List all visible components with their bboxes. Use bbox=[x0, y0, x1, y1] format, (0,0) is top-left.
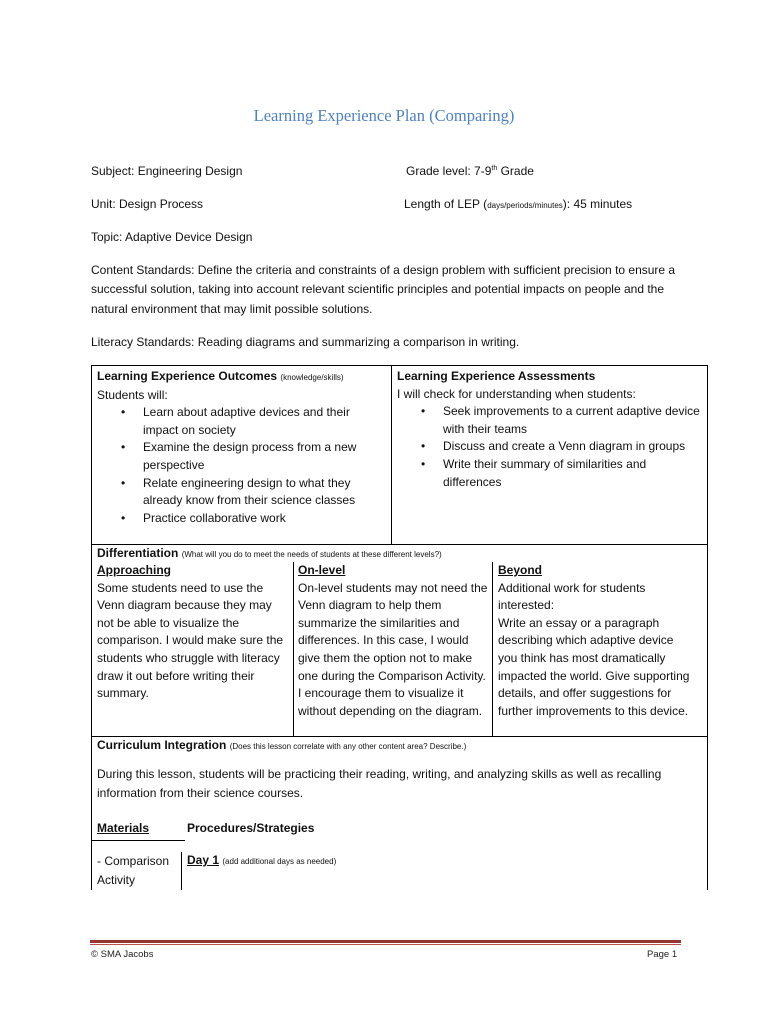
grade-sup: th bbox=[491, 165, 498, 172]
table-rule bbox=[707, 365, 708, 890]
length-suffix: ): 45 minutes bbox=[562, 197, 633, 211]
list-item-text: Write their summary of similarities and differences bbox=[443, 456, 647, 489]
list-item-text: Learn about adaptive devices and their impact on society bbox=[143, 405, 350, 437]
list-item-text: Relate engineering design to what they already know from their science classes bbox=[143, 475, 356, 508]
topic-line: Topic: Adaptive Device Design bbox=[91, 230, 253, 244]
materials-heading-text: Materials bbox=[97, 821, 150, 835]
list-item bbox=[97, 475, 387, 510]
length-prefix: Length of LEP ( bbox=[404, 197, 488, 211]
day-small: (add additional days as needed) bbox=[222, 857, 337, 866]
unit-line: Unit: Design Process bbox=[91, 197, 204, 211]
beyond-label: Beyond bbox=[498, 563, 543, 577]
list-item bbox=[97, 404, 387, 439]
table-rule bbox=[91, 365, 92, 890]
table-rule bbox=[492, 562, 493, 736]
bullet-icon: • bbox=[421, 439, 426, 454]
bullet-icon: • bbox=[421, 404, 426, 419]
beyond-cell bbox=[498, 562, 694, 720]
grade-suffix: Grade bbox=[497, 164, 534, 178]
content-standards: Content Standards: Define the criteria and constraints of a design problem with sufficient precision to ensure a successful solution, taking into account relevant scientific principles and potential impacts on people and the natural environment that may limit possible solutions. bbox=[91, 263, 676, 316]
list-item-text: Seek improvements to a current adaptive device with their teams bbox=[443, 404, 700, 436]
list-item-text: Examine the design process from a new perspective bbox=[143, 440, 357, 472]
onlevel-text: On-level students may not need the Venn diagram to help them summarize the similarities and differences. In this case, I would give them the option not to make one during the Comparison Activity. I encourage them to visualize it without depending on the diagram. bbox=[298, 580, 488, 718]
differentiation-heading-row bbox=[97, 545, 703, 564]
assessments-heading: Learning Experience Assessments bbox=[397, 369, 596, 383]
curriculum-heading: Curriculum Integration bbox=[97, 738, 227, 752]
list-item bbox=[97, 439, 387, 474]
approaching-text: Some students need to use the Venn diagram because they may not be able to visualize the comparison. I would make sure the students who struggle with literacy draw it out before writing their summary. bbox=[97, 580, 284, 701]
literacy-standards: Literacy Standards: Reading diagrams and summarizing a comparison in writing. bbox=[91, 335, 520, 349]
subject-line: Subject: Engineering Design bbox=[91, 164, 243, 178]
assessments-cell bbox=[397, 368, 703, 491]
outcomes-heading-row bbox=[97, 368, 387, 387]
differentiation-heading: Differentiation bbox=[97, 546, 179, 560]
list-item bbox=[397, 438, 703, 456]
table-rule bbox=[293, 562, 294, 736]
table-rule bbox=[91, 840, 185, 841]
list-item bbox=[97, 510, 387, 528]
onlevel-label: On-level bbox=[298, 563, 346, 577]
footer-copyright: © SMA Jacobs bbox=[91, 949, 154, 960]
curriculum-heading-small: (Does this lesson correlate with any other content area? Describe.) bbox=[229, 742, 467, 751]
day-label: Day 1 bbox=[187, 853, 220, 867]
footer-page-number: Page 1 bbox=[647, 949, 678, 960]
assessments-intro: I will check for understanding when students: bbox=[397, 386, 636, 401]
page-title: Learning Experience Plan (Comparing) bbox=[253, 106, 515, 125]
table-rule bbox=[391, 365, 392, 544]
bullet-icon: • bbox=[121, 405, 126, 420]
approaching-cell bbox=[97, 562, 289, 703]
table-rule bbox=[181, 852, 182, 890]
table-rule bbox=[91, 365, 708, 366]
beyond-text-2: Write an essay or a paragraph describing which adaptive device you think has most dramatically impacted the world. Give supporting details, and offer suggestions for further improvements to this device. bbox=[498, 615, 690, 718]
bullet-icon: • bbox=[121, 475, 126, 490]
materials-item: - Comparison Activity bbox=[97, 854, 170, 887]
procedures-heading-text: Procedures/Strategies bbox=[187, 821, 315, 835]
bullet-icon: • bbox=[121, 440, 126, 455]
footer-rule bbox=[90, 940, 681, 943]
approaching-label: Approaching bbox=[97, 563, 171, 577]
grade-line bbox=[406, 162, 534, 180]
outcomes-heading: Learning Experience Outcomes bbox=[97, 369, 278, 383]
beyond-text-1: Additional work for students interested: bbox=[498, 580, 646, 613]
curriculum-heading-row bbox=[97, 737, 703, 756]
procedures-heading bbox=[187, 820, 314, 838]
outcomes-cell bbox=[97, 368, 387, 527]
assessments-list bbox=[397, 403, 703, 491]
onlevel-cell bbox=[298, 562, 490, 720]
bullet-icon: • bbox=[121, 510, 126, 525]
grade-prefix: Grade level: 7-9 bbox=[406, 164, 492, 178]
bullet-icon: • bbox=[421, 456, 426, 471]
materials-heading bbox=[97, 820, 149, 838]
curriculum-text: During this lesson, students will be practicing their reading, writing, and analyzing skills as well as recalling information from their science courses. bbox=[97, 767, 662, 800]
outcomes-list bbox=[97, 404, 387, 527]
outcomes-intro: Students will: bbox=[97, 387, 168, 402]
length-line bbox=[404, 195, 632, 215]
footer-rule bbox=[90, 944, 681, 945]
list-item bbox=[397, 456, 703, 491]
outcomes-heading-small: (knowledge/skills) bbox=[280, 373, 344, 382]
length-small: days/periods/minutes bbox=[487, 201, 563, 210]
list-item-text: Discuss and create a Venn diagram in groups bbox=[443, 439, 686, 454]
list-item bbox=[397, 403, 703, 438]
differentiation-heading-small: (What will you do to meet the needs of students at these different levels?) bbox=[181, 550, 442, 559]
list-item-text: Practice collaborative work bbox=[143, 510, 286, 525]
procedures-day bbox=[187, 852, 687, 871]
